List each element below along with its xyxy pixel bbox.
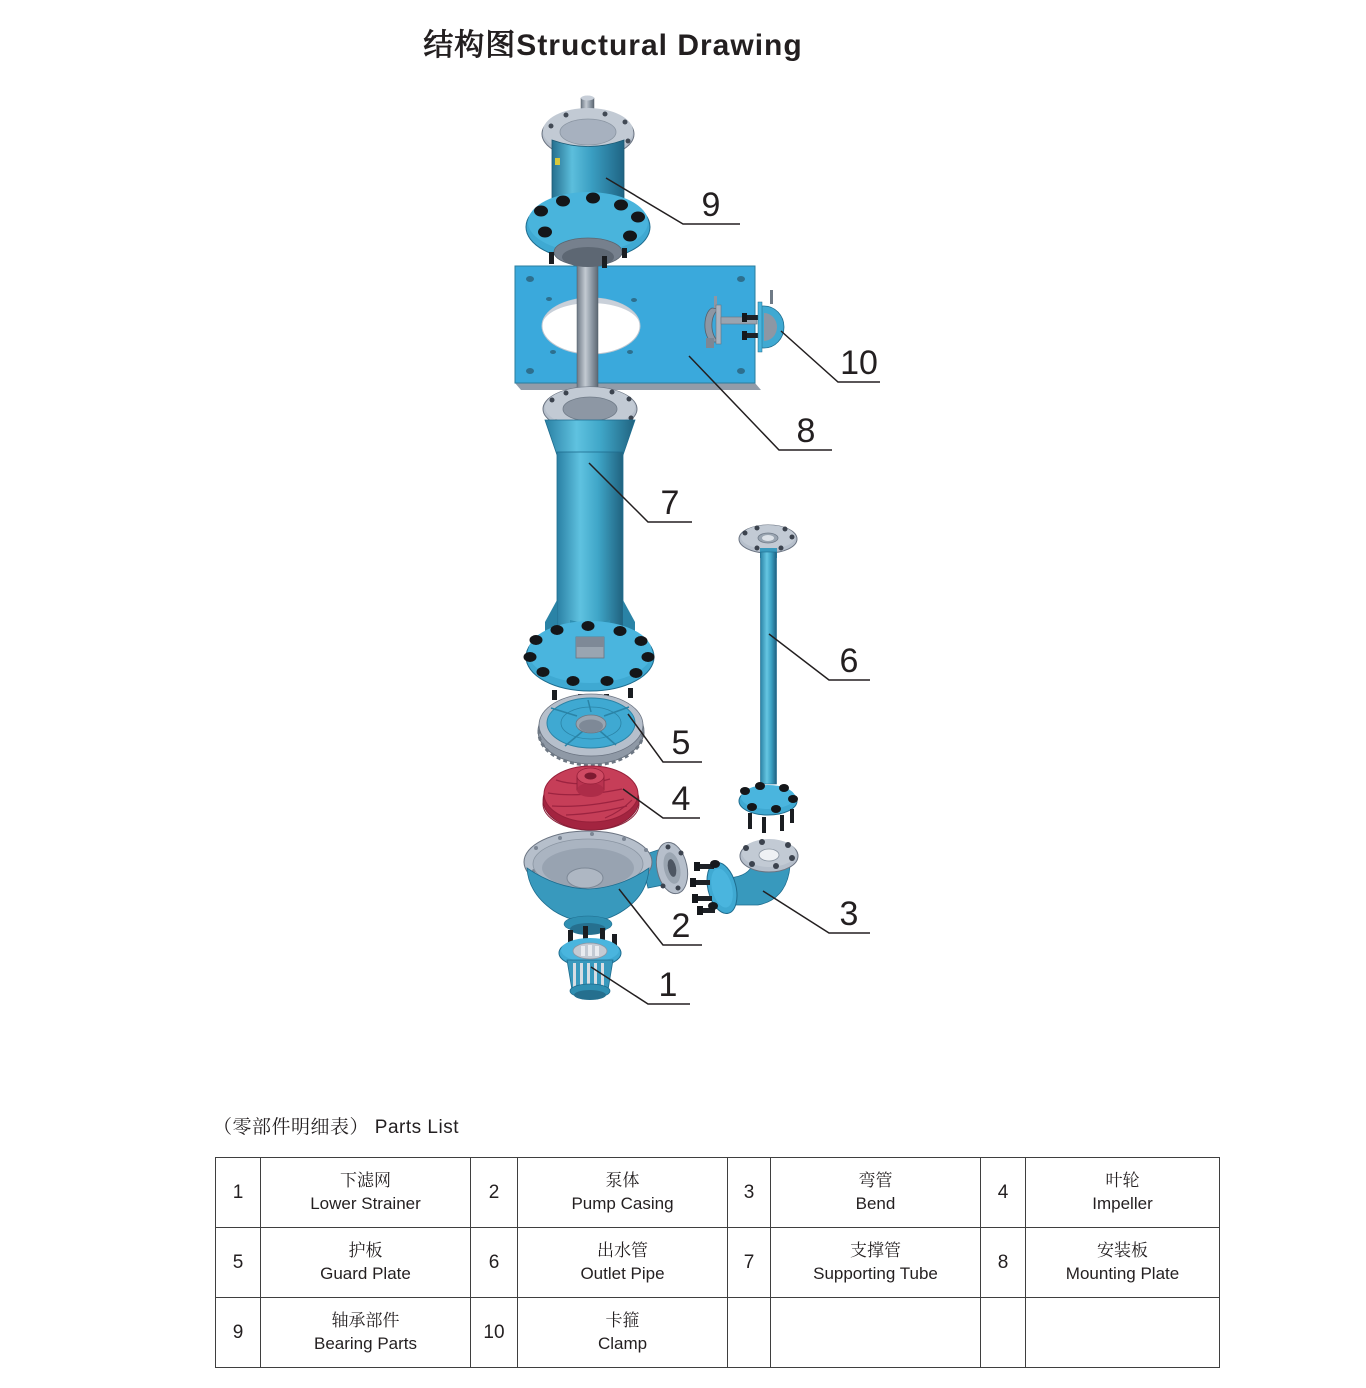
part-name-zh: 支撑管	[850, 1240, 901, 1260]
part-name-zh: 护板	[348, 1240, 383, 1260]
parts-row-1	[216, 1158, 1220, 1228]
part-name-en: Impeller	[1092, 1193, 1153, 1213]
parts-row-2	[216, 1228, 1220, 1298]
callout-8: 8	[796, 412, 816, 450]
part-name-cell	[771, 1158, 981, 1228]
pump-casing-part	[524, 831, 692, 935]
part-name-cell	[261, 1298, 471, 1368]
part-name-en: Supporting Tube	[813, 1263, 938, 1283]
part-name-cell	[1026, 1298, 1220, 1368]
part-name-en: Clamp	[597, 1333, 648, 1353]
part-number-cell: 2	[471, 1158, 518, 1228]
part-number-cell: 1	[216, 1158, 261, 1228]
part-name-en: Mounting Plate	[1065, 1263, 1180, 1283]
part-name-zh: 叶轮	[1105, 1170, 1140, 1190]
part-number-cell: 7	[728, 1228, 771, 1298]
callout-9: 9	[701, 186, 721, 224]
part-name-zh: 弯管	[858, 1170, 893, 1190]
part-name-cell	[771, 1298, 981, 1368]
impeller-part	[543, 766, 639, 830]
part-number-cell	[981, 1298, 1026, 1368]
part-name-cell	[518, 1298, 728, 1368]
callout-4: 4	[671, 780, 691, 818]
part-name-cell	[771, 1228, 981, 1298]
part-name-en: Guard Plate	[320, 1263, 411, 1283]
part-number-cell: 3	[728, 1158, 771, 1228]
parts-row-3	[216, 1298, 1220, 1368]
part-name-cell	[518, 1158, 728, 1228]
exploded-view-drawing	[440, 85, 940, 1045]
part-number-cell: 4	[981, 1158, 1026, 1228]
supporting-tube-part	[524, 387, 655, 704]
part-number-cell: 9	[216, 1298, 261, 1368]
part-number-cell: 5	[216, 1228, 261, 1298]
part-name-en: Pump Casing	[571, 1193, 674, 1213]
callout-1: 1	[658, 966, 678, 1004]
part-number-cell: 10	[471, 1298, 518, 1368]
part-name-cell	[261, 1158, 471, 1228]
part-name-cell	[518, 1228, 728, 1298]
lower-strainer-part	[559, 926, 621, 1000]
part-name-en: Outlet Pipe	[580, 1263, 665, 1283]
part-number-cell	[728, 1298, 771, 1368]
part-name-zh: 出水管	[597, 1240, 648, 1260]
callout-10: 10	[840, 344, 878, 382]
parts-list-heading: （零部件明细表） Parts List	[213, 1117, 459, 1138]
part-name-zh: 安装板	[1097, 1240, 1148, 1260]
mounting-plate-part	[515, 266, 761, 390]
callout-6: 6	[839, 642, 859, 680]
part-number-cell: 6	[471, 1228, 518, 1298]
guard-plate-part	[538, 694, 644, 765]
part-name-zh: 下滤网	[340, 1170, 391, 1190]
part-number-cell: 8	[981, 1228, 1026, 1298]
part-name-zh: 轴承部件	[331, 1310, 400, 1330]
callout-3: 3	[839, 895, 859, 933]
bend-part	[690, 839, 798, 917]
parts-list-table	[215, 1157, 1220, 1368]
part-name-en: Bearing Parts	[314, 1333, 417, 1353]
callout-2: 2	[671, 907, 691, 945]
callout-5: 5	[671, 724, 691, 762]
part-name-cell	[261, 1228, 471, 1298]
callout-7: 7	[660, 484, 680, 522]
page-title: 结构图Structural Drawing	[423, 29, 803, 62]
part-name-en: Lower Strainer	[310, 1193, 421, 1213]
part-name-zh: 卡箍	[605, 1310, 640, 1330]
part-name-en: Bend	[855, 1193, 896, 1213]
part-name-cell	[1026, 1228, 1220, 1298]
part-name-zh: 泵体	[605, 1170, 640, 1190]
outlet-pipe-part	[739, 525, 798, 833]
part-name-cell	[1026, 1158, 1220, 1228]
bearing-parts-part	[526, 96, 650, 269]
